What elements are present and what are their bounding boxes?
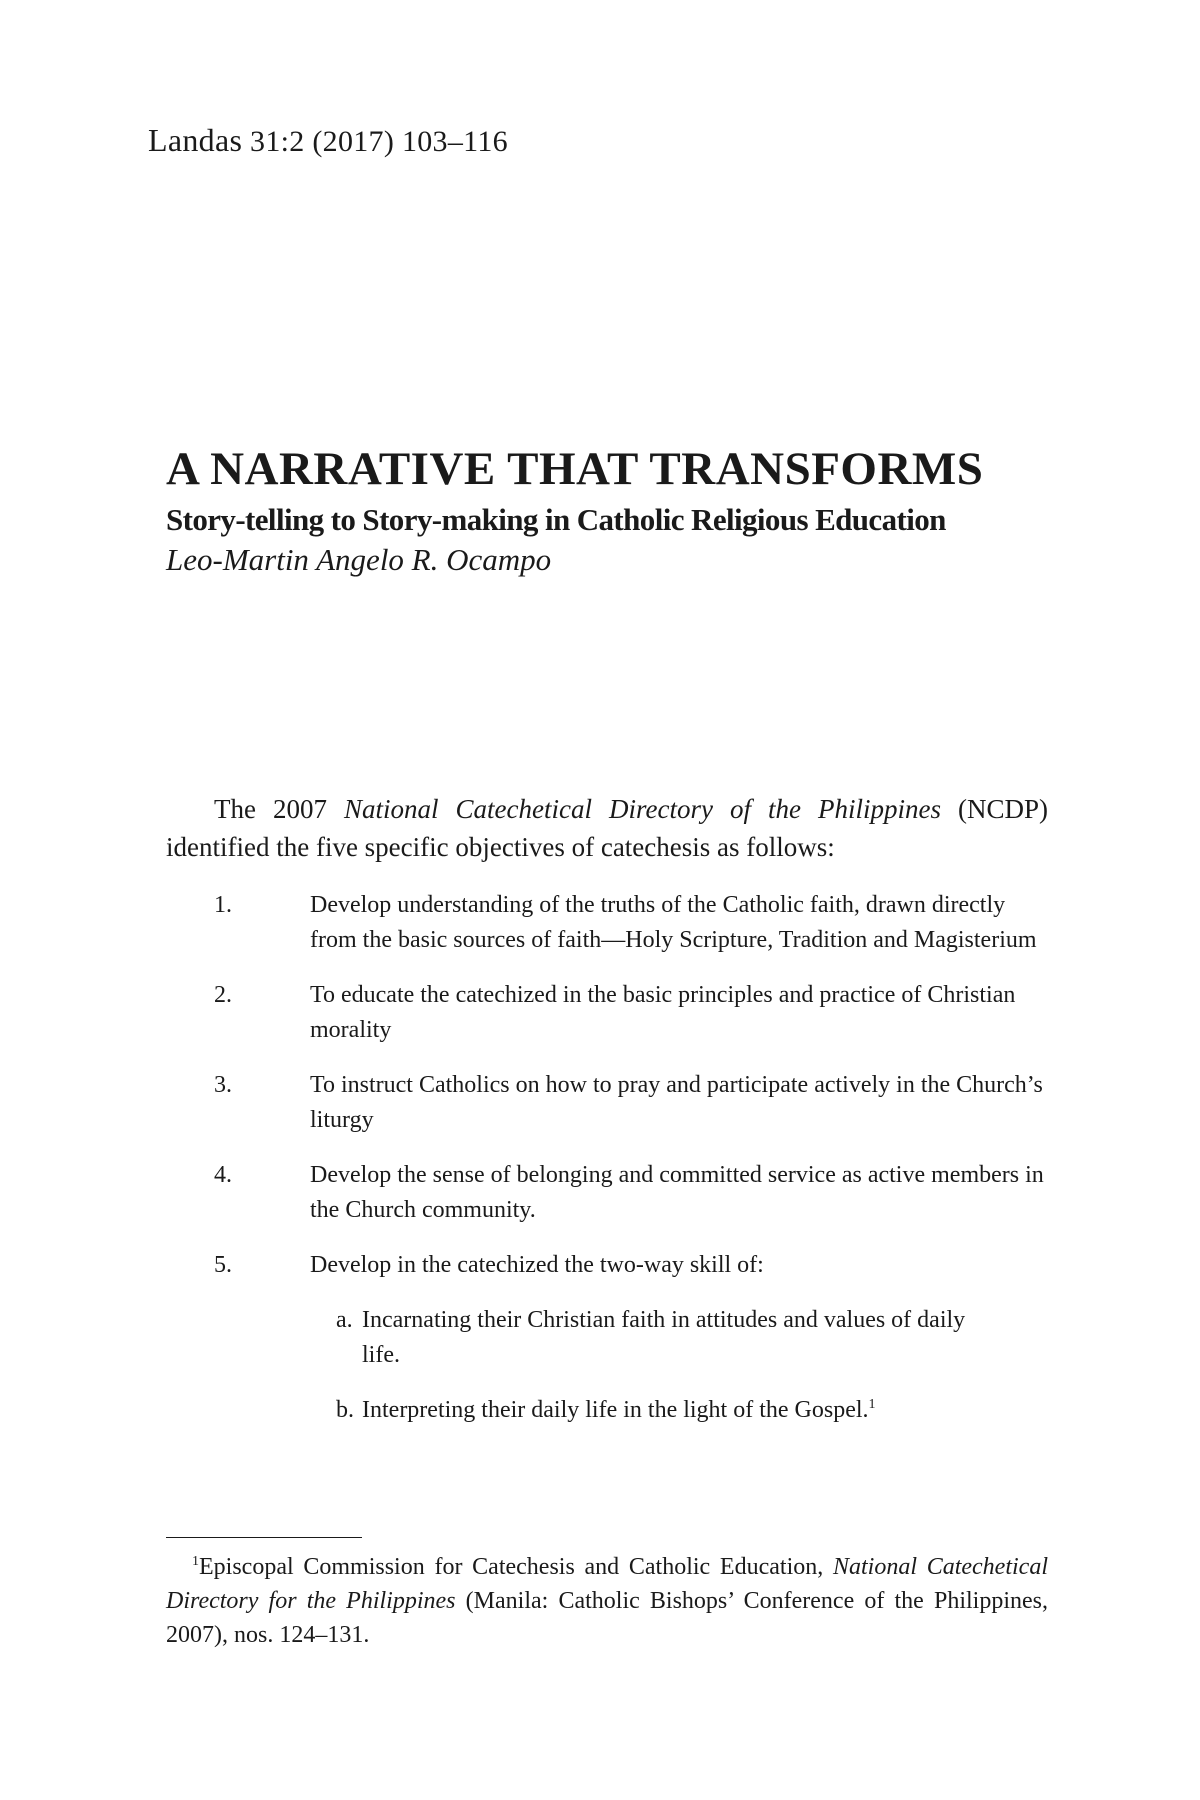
list-item bbox=[214, 1248, 1046, 1428]
list-item-text: Develop in the catechized the two-way skill of: bbox=[310, 1252, 764, 1278]
list-item-number: 5. bbox=[214, 1252, 232, 1278]
article-title: A NARRATIVE THAT TRANSFORMS bbox=[166, 443, 984, 495]
list-item-number: 1. bbox=[214, 892, 232, 918]
sub-objectives-list bbox=[310, 1303, 1046, 1428]
sub-list-item-letter: a. bbox=[336, 1307, 353, 1333]
objectives-list bbox=[166, 888, 1048, 1428]
article-author: Leo-Martin Angelo R. Ocampo bbox=[166, 542, 552, 578]
journal-citation: 31:2 (2017) 103–116 bbox=[250, 125, 508, 158]
article-body bbox=[166, 790, 1048, 1448]
footnote-divider bbox=[166, 1537, 362, 1538]
sub-list-item-text: Interpreting their daily life in the light of the Gospel. bbox=[362, 1397, 869, 1423]
intro-lead: The 2007 bbox=[214, 794, 344, 824]
footnote-cited-title: National Catechetical Directory for the Philippines bbox=[166, 1554, 1048, 1614]
footnote bbox=[166, 1550, 1048, 1652]
article-header bbox=[166, 444, 1066, 579]
footnote-rest: (Manila: Catholic Bishops’ Conference of the Philippines, 2007), nos. 124–131. bbox=[166, 1588, 1048, 1648]
list-item-number: 4. bbox=[214, 1162, 232, 1188]
list-item bbox=[214, 1068, 1046, 1138]
sub-list-item bbox=[336, 1393, 972, 1428]
running-head bbox=[148, 122, 508, 159]
list-item-text: To educate the catechized in the basic principles and practice of Christian morality bbox=[310, 982, 1016, 1043]
list-item-number: 2. bbox=[214, 982, 232, 1008]
list-item bbox=[214, 978, 1046, 1048]
sub-list-item-letter: b. bbox=[336, 1397, 354, 1423]
intro-document-title: National Catechetical Directory of the Philippines bbox=[344, 794, 941, 824]
sub-list-item bbox=[336, 1303, 972, 1373]
intro-paragraph bbox=[166, 790, 1048, 866]
list-item-text: To instruct Catholics on how to pray and participate actively in the Church’s liturgy bbox=[310, 1072, 1043, 1133]
footnote-lead: Episcopal Commission for Catechesis and Catholic Education, bbox=[199, 1554, 833, 1580]
journal-name: Landas bbox=[148, 122, 243, 158]
list-item-text: Develop understanding of the truths of the Catholic faith, drawn directly from the basic sources of faith—Holy Scripture, Tradition and Magisterium bbox=[310, 892, 1037, 953]
list-item-number: 3. bbox=[214, 1072, 232, 1098]
footnote-marker: 1 bbox=[192, 1554, 199, 1569]
sub-list-item-text: Incarnating their Christian faith in attitudes and values of daily life. bbox=[362, 1307, 966, 1368]
footnote-reference[interactable]: 1 bbox=[868, 1397, 876, 1412]
list-item-text: Develop the sense of belonging and committed service as active members in the Church community. bbox=[310, 1162, 1044, 1223]
list-item bbox=[214, 1158, 1046, 1228]
intro-rest: (NCDP) identified the five specific objectives of catechesis as follows: bbox=[166, 794, 1048, 862]
list-item bbox=[214, 888, 1046, 958]
article-subtitle: Story-telling to Story-making in Catholic Religious Education bbox=[166, 501, 946, 537]
